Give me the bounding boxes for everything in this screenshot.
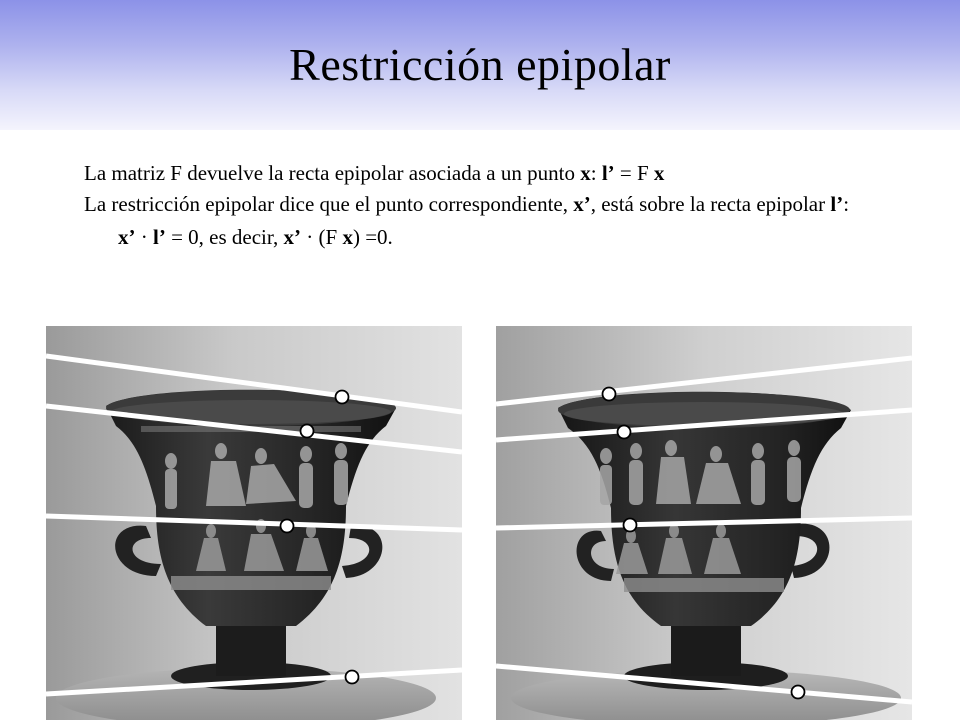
p3-text-mid: = 0, es decir, — [165, 225, 284, 249]
vase-stem — [216, 626, 286, 676]
p3-xprime: x’ — [118, 225, 136, 249]
p2-text-a: La restricción epipolar dice que el punto correspondiente, — [84, 192, 574, 216]
p2-text-c: : — [843, 192, 850, 216]
p3-text-end: ) =0. — [352, 225, 393, 249]
paragraph-3 — [84, 224, 884, 251]
p1-text-b: : — [590, 161, 602, 185]
p1-lprime: l’ — [601, 161, 615, 185]
lower-figures — [616, 524, 741, 574]
p1-text-c: = F — [614, 161, 654, 185]
p1-x2: x — [653, 161, 665, 185]
point-marker — [603, 388, 616, 401]
point-marker — [624, 519, 637, 532]
point-marker — [792, 686, 805, 699]
paragraph-1 — [84, 160, 884, 187]
right-vase-image — [496, 326, 912, 720]
p1-x: x — [580, 161, 591, 185]
left-vase-image — [46, 326, 462, 720]
meander-band — [624, 578, 784, 592]
p3-xprime2: x’ — [283, 225, 302, 249]
p3-x: x — [342, 225, 353, 249]
meander-band — [171, 576, 331, 590]
p2-text-b: , está sobre la recta epipolar — [590, 192, 831, 216]
p1-text-a: La matriz F devuelve la recta epipolar asociada a un punto — [84, 161, 581, 185]
slide-title: Restricción epipolar — [289, 39, 671, 90]
point-marker — [346, 671, 359, 684]
p3-lprime: l’ — [153, 225, 166, 249]
point-marker — [336, 391, 349, 404]
vase-stem — [671, 626, 741, 676]
p3-dot2: · (F — [301, 225, 343, 249]
p2-xprime: x’ — [573, 192, 591, 216]
paragraph-2 — [84, 191, 884, 218]
point-marker — [618, 426, 631, 439]
point-marker — [301, 425, 314, 438]
p3-dot1: · — [135, 225, 153, 249]
slide-body — [84, 160, 884, 255]
p2-lprime: l’ — [830, 192, 844, 216]
point-marker — [281, 520, 294, 533]
